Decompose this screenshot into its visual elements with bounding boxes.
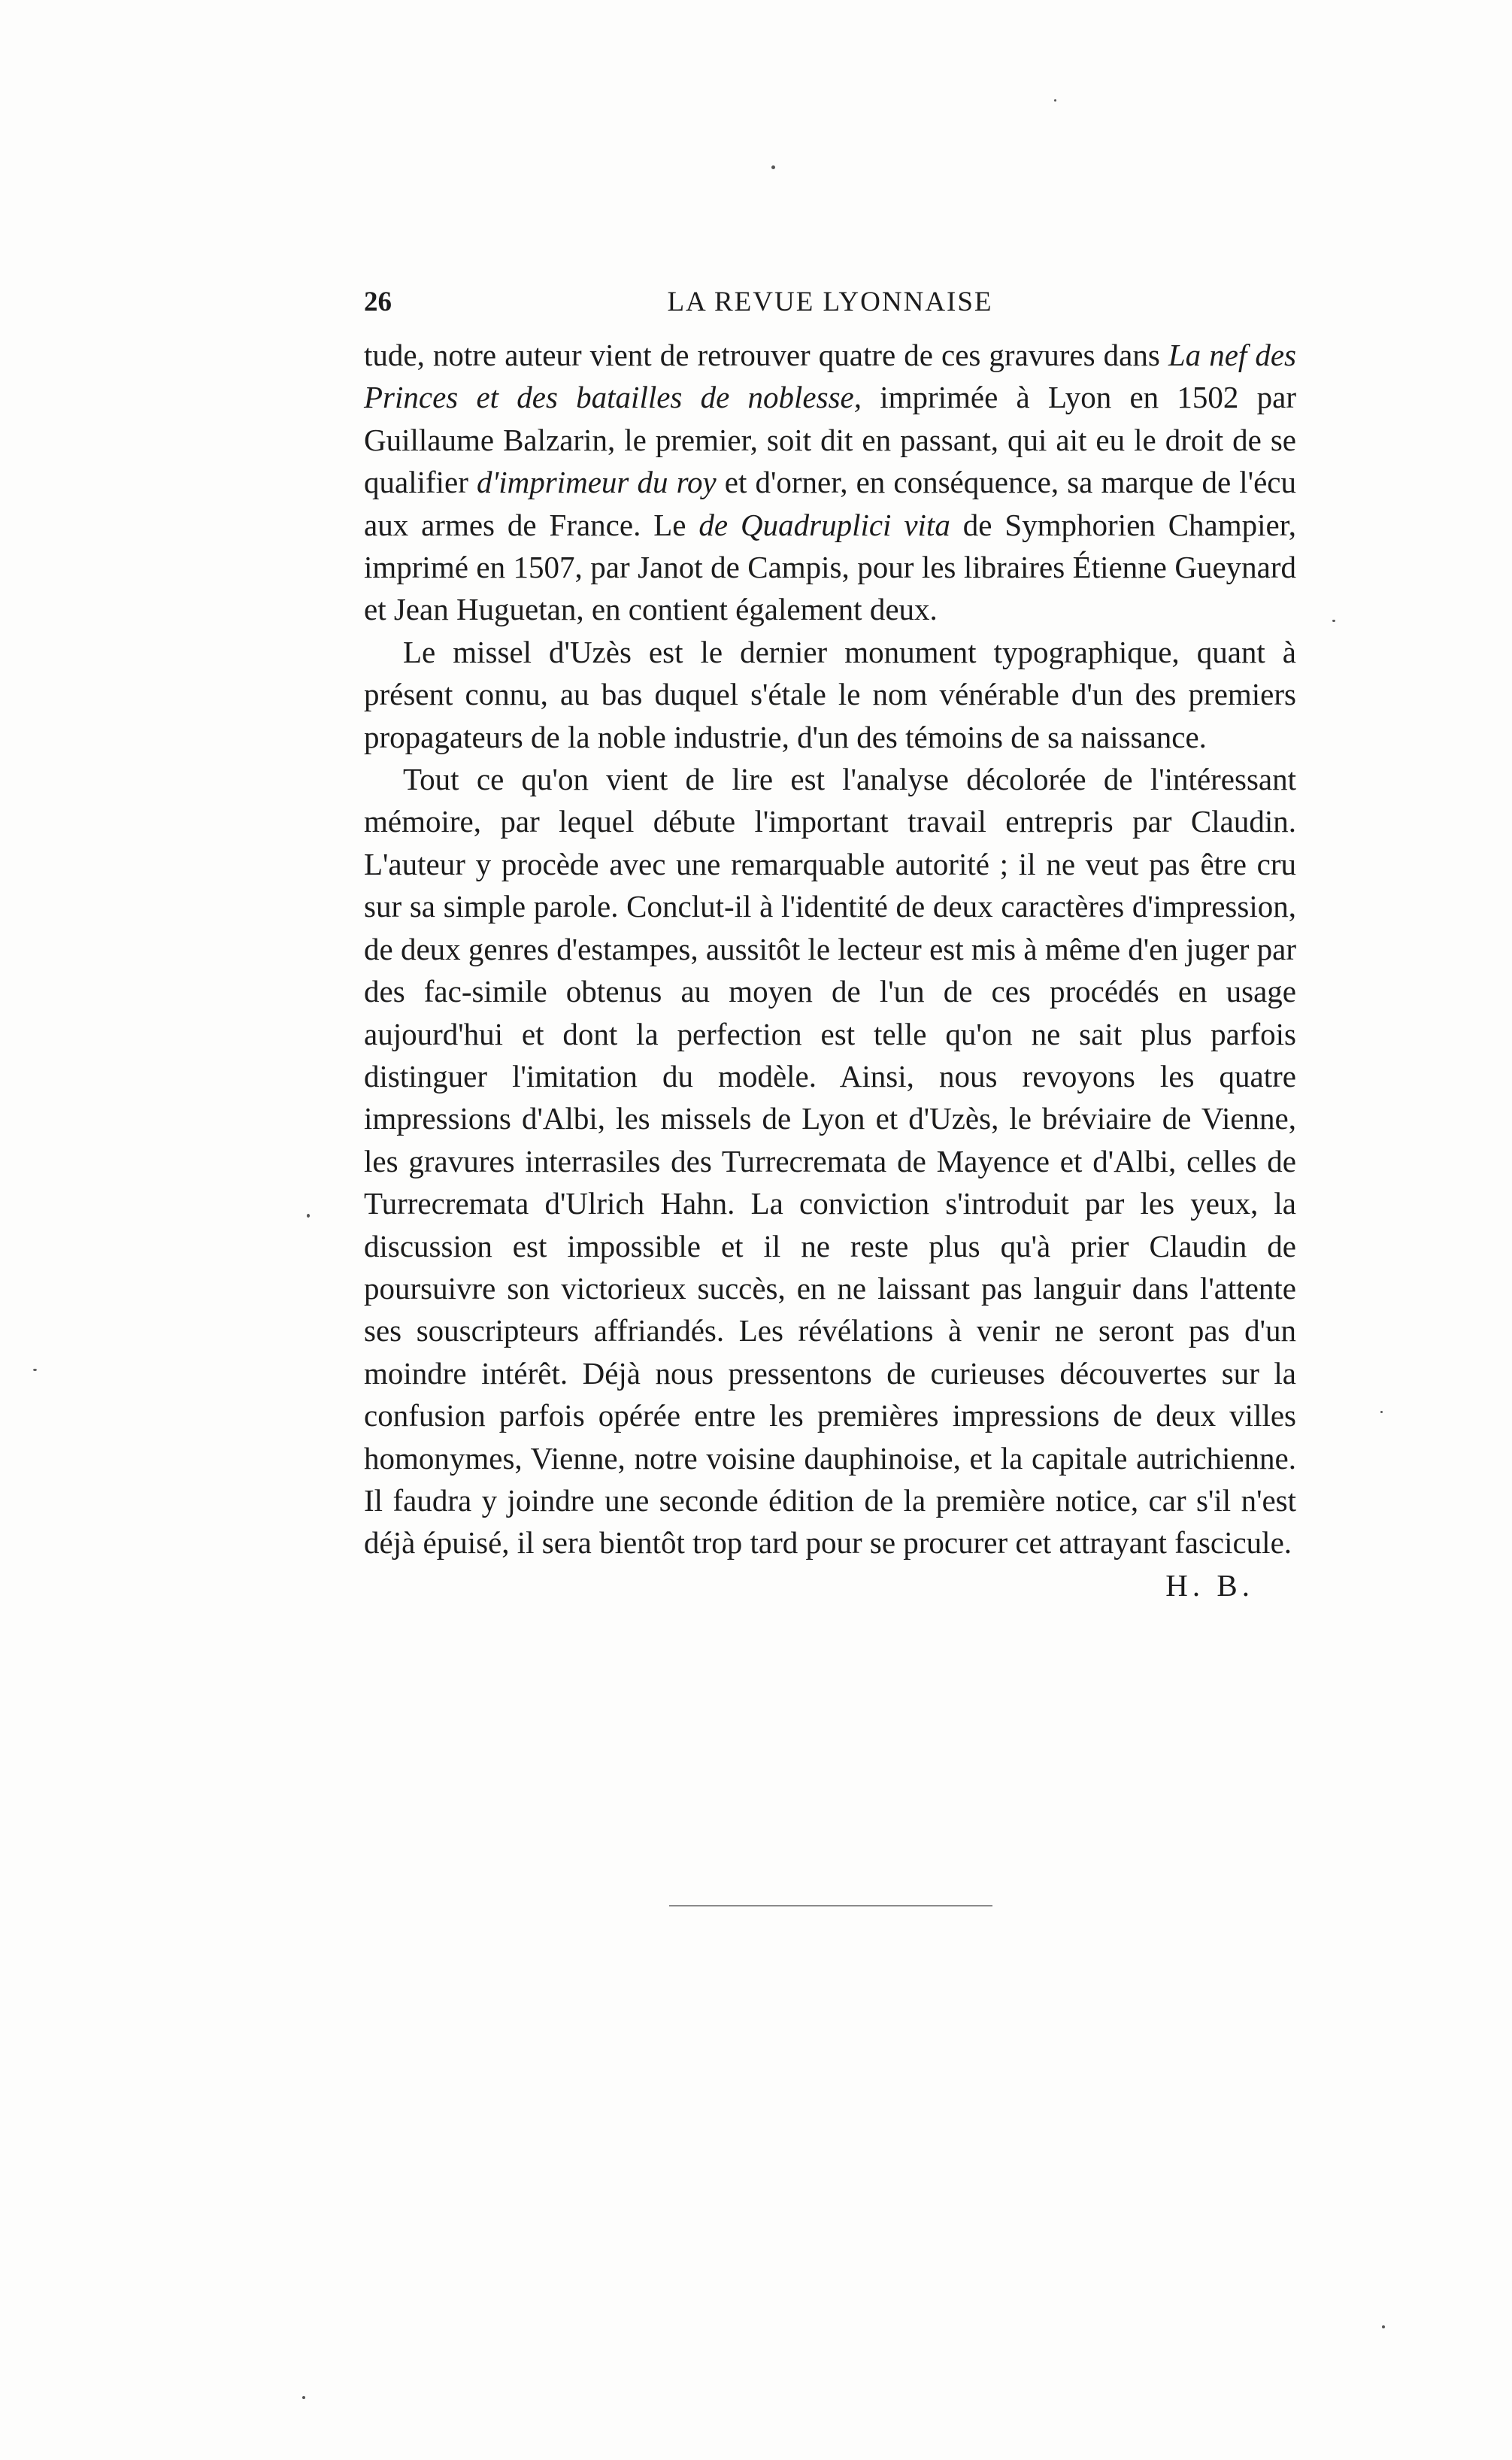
closing-rule (669, 1905, 992, 1906)
book-title-quadruplici-vita: de Quadruplici vita (698, 507, 950, 542)
text-run: de Symphorien Champier, imprimé en 1507, par Janot de Campis, pour les libraires Étienne Gueynard et Jean Huguetan, en contient également deux. (364, 507, 1296, 627)
author-signature: H. B. (1165, 1567, 1254, 1603)
paper-speck (771, 165, 775, 169)
paragraph-analyse: Tout ce qu'on vient de lire est l'analyse décolorée de l'intéressant mémoire, par lequel débute l'important travail entrepris par Claudin. L'auteur y procède avec une remarquable autorité ; il ne veut pas être cru sur sa simple parole. Conclut-il à l'identité de deux caractères d'impression, de deux genres d'estampes, aussitôt le lecteur est mis à même d'en juger par des fac-simile obtenus au moyen de l'un de ces procédés en usage aujourd'hui et dont la perfection est telle qu'on ne sait plus parfois distinguer l'imitation du modèle. Ainsi, nous revoyons les quatre impressions d'Albi, les missels de Lyon et d'Uzès, le bréviaire de Vienne, les gravures interrasiles des Turrecremata de Mayence et d'Albi, celles de Turrecremata d'Ulrich Hahn. La conviction s'introduit par les yeux, la discussion est impossible et il ne reste plus qu'à prier Claudin de poursuivre son victorieux succès, en ne laissant pas languir dans l'attente ses souscripteurs affriandés. Les révélations à venir ne seront pas d'un moindre intérêt. Déjà nous pressentons de curieuses découvertes sur la confusion parfois opérée entre les premières impressions de deux villes homonymes, Vienne, notre voisine dauphinoise, et la capitale autrichienne. Il faudra y joindre une seconde édition de la première notice, car s'il n'est déjà épuisé, il sera bientôt trop tard pour se procurer cet attrayant fascicule. (364, 762, 1296, 1561)
paper-speck (302, 2396, 305, 2399)
paper-speck (1382, 2325, 1385, 2328)
running-title: LA REVUE LYONNAISE (667, 287, 993, 317)
italic-phrase-imprimeur-du-roy: d'imprimeur du roy (476, 465, 717, 500)
paragraph-missel-uzes: Le missel d'Uzès est le dernier monument typographique, quant à présent connu, au bas duquel s'étale le nom vénérable d'un des premiers propagateurs de la noble industrie, d'un des témoins de sa naissance. (364, 634, 1296, 754)
text-run: imprimée à Lyon en 1502 par Guillaume Balzarin, le premier, soit dit en passant, qui ait eu le droit de se qualifier (364, 380, 1296, 500)
page-header (364, 286, 1296, 331)
text-run: tude, notre auteur vient de retrouver quatre de ces gravures dans (364, 338, 1168, 372)
paragraph-continued (364, 334, 1296, 631)
paper-speck (1054, 99, 1056, 102)
body-text (364, 334, 1296, 1606)
book-title-nef-des-princes: La nef des Princes et des batailles de noblesse, (364, 338, 1296, 415)
paper-speck (33, 1369, 37, 1371)
paper-speck (307, 1214, 310, 1218)
paper-speck (1380, 1411, 1383, 1413)
text-run: et d'orner, en conséquence, sa marque de l'écu aux armes de France. Le (364, 465, 1296, 542)
page-number: 26 (364, 287, 392, 317)
paper-speck (1332, 620, 1335, 622)
